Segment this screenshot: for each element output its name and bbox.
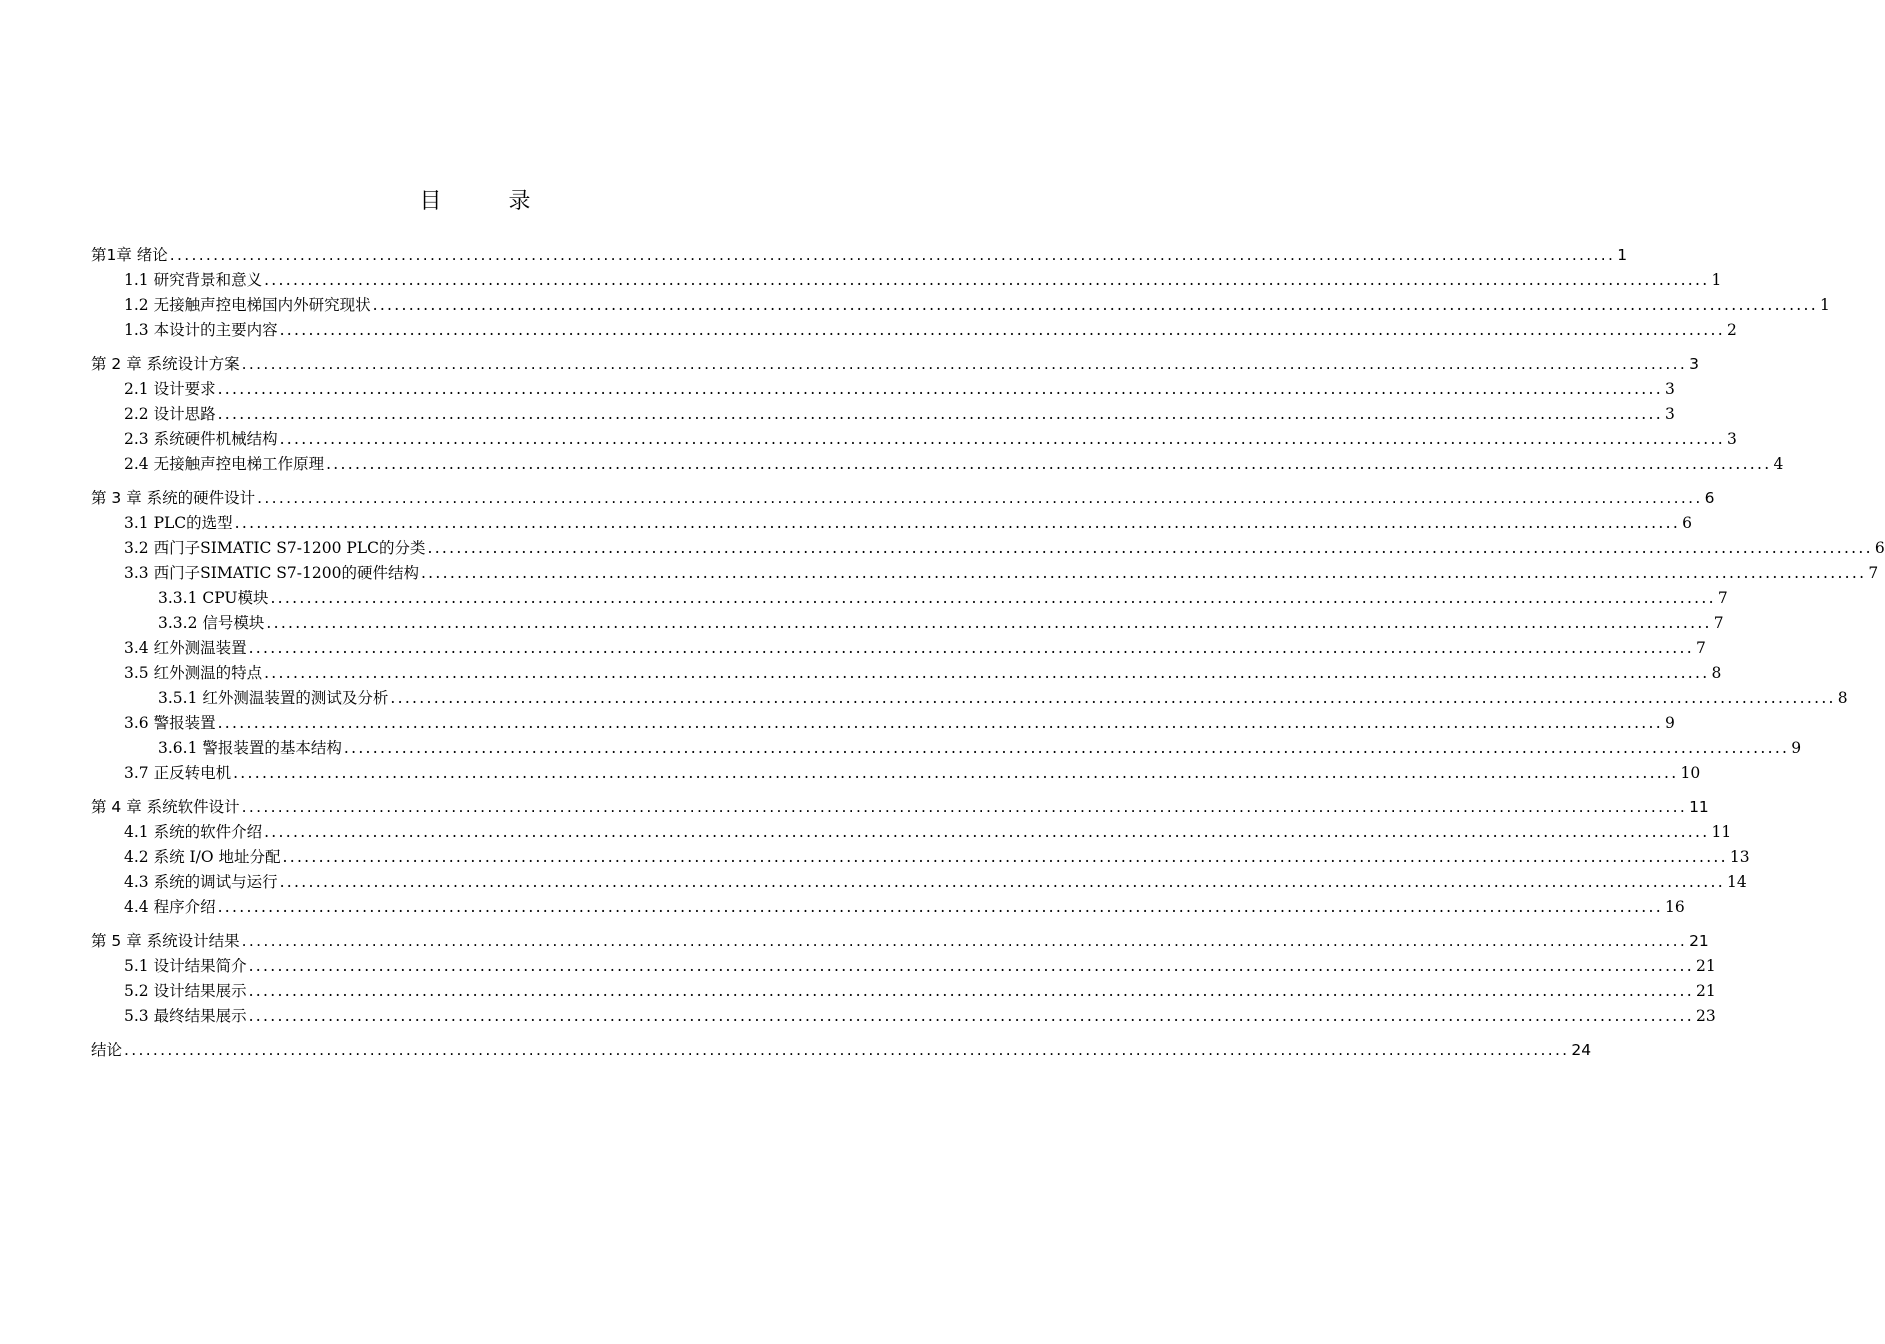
toc-leader-dots: ........................................................................................................................................................................................................	[264, 271, 1710, 289]
toc-entry-label: 1.3 本设计的主要内容	[124, 321, 278, 339]
toc-page-number: 7	[1717, 589, 1728, 607]
toc-page-number: 9	[1791, 739, 1802, 757]
toc-section-entry[interactable]	[0, 1005, 1716, 1027]
toc-page-number: 7	[1868, 564, 1879, 582]
toc-page-number: 10	[1680, 764, 1701, 782]
toc-section-entry[interactable]	[0, 562, 1879, 584]
toc-leader-dots: ........................................................................................................................................................................................................	[266, 614, 1712, 632]
toc-entry-label: 3.3.1 CPU模块	[158, 589, 269, 607]
toc-entry-label: 3.2 西门子SIMATIC S7-1200 PLC的分类	[124, 539, 426, 557]
toc-entry-label: 5.1 设计结果简介	[124, 957, 247, 975]
toc-leader-dots: ........................................................................................................................................................................................................	[217, 898, 1663, 916]
toc-entry-label: 3.1 PLC的选型	[124, 514, 233, 532]
toc-section-entry[interactable]	[0, 896, 1685, 918]
toc-entry-label: 4.3 系统的调试与运行	[124, 873, 278, 891]
toc-section-entry[interactable]	[0, 637, 1706, 659]
toc-page-number: 6	[1874, 539, 1885, 557]
toc-section-entry[interactable]	[0, 871, 1747, 893]
toc-section-entry[interactable]	[0, 403, 1675, 425]
toc-page-number: 1	[1711, 271, 1722, 289]
toc-page-number: 8	[1711, 664, 1722, 682]
toc-leader-dots: ........................................................................................................................................................................................................	[248, 982, 1694, 1000]
toc-section-entry[interactable]	[0, 712, 1675, 734]
toc-leader-dots: ........................................................................................................................................................................................................	[248, 639, 1694, 657]
toc-leader-dots: ........................................................................................................................................................................................................	[264, 823, 1710, 841]
toc-entry-label: 2.2 设计思路	[124, 405, 216, 423]
toc-section-entry[interactable]	[0, 612, 1724, 634]
toc-page-number: 1	[1617, 246, 1628, 264]
toc-leader-dots: ........................................................................................................................................................................................................	[420, 564, 1867, 582]
toc-leader-dots: ........................................................................................................................................................................................................	[390, 689, 1836, 707]
toc-page-number: 21	[1689, 932, 1709, 950]
toc-page-number: 21	[1695, 982, 1716, 1000]
toc-leader-dots: ........................................................................................................................................................................................................	[217, 380, 1663, 398]
toc-entry-label: 2.3 系统硬件机械结构	[124, 430, 278, 448]
toc-leader-dots: ........................................................................................................................................................................................................	[241, 798, 1688, 816]
toc-leader-dots: ........................................................................................................................................................................................................	[326, 455, 1772, 473]
toc-page-number: 7	[1695, 639, 1706, 657]
toc-leader-dots: ........................................................................................................................................................................................................	[372, 296, 1818, 314]
toc-section-entry[interactable]	[0, 762, 1701, 784]
toc-page-number: 8	[1837, 689, 1848, 707]
toc-leader-dots: ........................................................................................................................................................................................................	[248, 957, 1694, 975]
toc-section-entry[interactable]	[0, 453, 1784, 475]
toc-leader-dots: ........................................................................................................................................................................................................	[279, 430, 1725, 448]
toc-entry-label: 3.6.1 警报装置的基本结构	[158, 739, 342, 757]
toc-page-number: 4	[1773, 455, 1784, 473]
toc-leader-dots: ........................................................................................................................................................................................................	[169, 246, 1616, 264]
toc-section-entry[interactable]	[0, 737, 1802, 759]
toc-leader-dots: ........................................................................................................................................................................................................	[241, 355, 1688, 373]
toc-section-entry[interactable]	[0, 587, 1728, 609]
toc-section-entry[interactable]	[0, 269, 1722, 291]
toc-entry-label: 结论	[91, 1041, 123, 1059]
toc-page-number: 13	[1729, 848, 1750, 866]
toc-leader-dots: ........................................................................................................................................................................................................	[282, 848, 1728, 866]
toc-section-entry[interactable]	[0, 294, 1830, 316]
toc-entry-label: 2.4 无接触声控电梯工作原理	[124, 455, 325, 473]
toc-chapter-entry[interactable]	[0, 796, 1709, 818]
toc-page-number: 14	[1726, 873, 1747, 891]
toc-page-number: 24	[1571, 1041, 1592, 1059]
toc-section-entry[interactable]	[0, 846, 1750, 868]
toc-leader-dots: ........................................................................................................................................................................................................	[124, 1041, 1570, 1059]
toc-entry-label: 3.4 红外测温装置	[124, 639, 247, 657]
toc-leader-dots: ........................................................................................................................................................................................................	[233, 764, 1679, 782]
toc-page-number: 11	[1711, 823, 1732, 841]
toc-section-entry[interactable]	[0, 821, 1732, 843]
toc-page-number: 1	[1820, 296, 1830, 314]
toc-entry-label: 3.5 红外测温的特点	[124, 664, 263, 682]
toc-section-entry[interactable]	[0, 428, 1737, 450]
toc-entry-label: 第 5 章 系统设计结果	[91, 932, 240, 950]
toc-leader-dots: ........................................................................................................................................................................................................	[279, 873, 1725, 891]
toc-chapter-entry[interactable]	[0, 930, 1709, 952]
toc-leader-dots: ........................................................................................................................................................................................................	[427, 539, 1873, 557]
toc-leader-dots: ........................................................................................................................................................................................................	[248, 1007, 1694, 1025]
toc-entry-label: 3.7 正反转电机	[124, 764, 232, 782]
toc-entry-label: 3.5.1 红外测温装置的测试及分析	[158, 689, 389, 707]
toc-leader-dots: ........................................................................................................................................................................................................	[234, 514, 1681, 532]
toc-entry-label: 1.1 研究背景和意义	[124, 271, 263, 289]
toc-leader-dots: ........................................................................................................................................................................................................	[217, 714, 1663, 732]
toc-leader-dots: ........................................................................................................................................................................................................	[343, 739, 1790, 757]
toc-entry-label: 第 4 章 系统软件设计	[91, 798, 240, 816]
toc-section-entry[interactable]	[0, 662, 1722, 684]
toc-page-number: 3	[1689, 355, 1699, 373]
toc-page-number: 21	[1695, 957, 1716, 975]
toc-chapter-entry[interactable]	[0, 353, 1699, 375]
toc-entry-label: 3.3.2 信号模块	[158, 614, 265, 632]
toc-page-number: 16	[1664, 898, 1685, 916]
toc-chapter-entry[interactable]	[0, 244, 1628, 266]
toc-entry-label: 4.4 程序介绍	[124, 898, 216, 916]
toc-section-entry[interactable]	[0, 537, 1885, 559]
toc-page-number: 6	[1682, 514, 1692, 532]
toc-entry-label: 1.2 无接触声控电梯国内外研究现状	[124, 296, 371, 314]
toc-leader-dots: ........................................................................................................................................................................................................	[241, 932, 1688, 950]
toc-section-entry[interactable]	[0, 319, 1737, 341]
toc-entry-label: 5.2 设计结果展示	[124, 982, 247, 1000]
toc-page-number: 9	[1664, 714, 1675, 732]
toc-page-number: 3	[1664, 405, 1675, 423]
toc-entry-label: 4.1 系统的软件介绍	[124, 823, 263, 841]
toc-entry-label: 2.1 设计要求	[124, 380, 216, 398]
toc-entry-label: 第 3 章 系统的硬件设计	[91, 489, 256, 507]
toc-page-number: 3	[1664, 380, 1675, 398]
toc-entry-label: 4.2 系统 I/O 地址分配	[124, 848, 281, 866]
toc-section-entry[interactable]	[0, 687, 1848, 709]
toc-leader-dots: ........................................................................................................................................................................................................	[257, 489, 1703, 507]
toc-entry-label: 3.6 警报装置	[124, 714, 216, 732]
toc-section-entry[interactable]	[0, 378, 1675, 400]
toc-section-entry[interactable]	[0, 512, 1692, 534]
toc-entry-label: 5.3 最终结果展示	[124, 1007, 247, 1025]
toc-page-number: 6	[1704, 489, 1715, 507]
toc-section-entry[interactable]	[0, 980, 1716, 1002]
toc-title: 目 录	[419, 189, 561, 214]
toc-leader-dots: ........................................................................................................................................................................................................	[270, 589, 1716, 607]
toc-page-number: 11	[1689, 798, 1709, 816]
toc-leader-dots: ........................................................................................................................................................................................................	[279, 321, 1725, 339]
toc-page-number: 3	[1726, 430, 1737, 448]
toc-leader-dots: ........................................................................................................................................................................................................	[264, 664, 1710, 682]
toc-entry-label: 第 2 章 系统设计方案	[91, 355, 240, 373]
toc-chapter-entry[interactable]	[0, 487, 1715, 509]
toc-chapter-entry[interactable]	[0, 1039, 1592, 1061]
toc-page-number: 23	[1695, 1007, 1716, 1025]
toc-section-entry[interactable]	[0, 955, 1716, 977]
toc-page-number: 2	[1726, 321, 1737, 339]
toc-entry-label: 第1章 绪论	[91, 246, 168, 264]
toc-leader-dots: ........................................................................................................................................................................................................	[217, 405, 1663, 423]
toc-entry-label: 3.3 西门子SIMATIC S7-1200的硬件结构	[124, 564, 419, 582]
toc-page-number: 7	[1713, 614, 1724, 632]
